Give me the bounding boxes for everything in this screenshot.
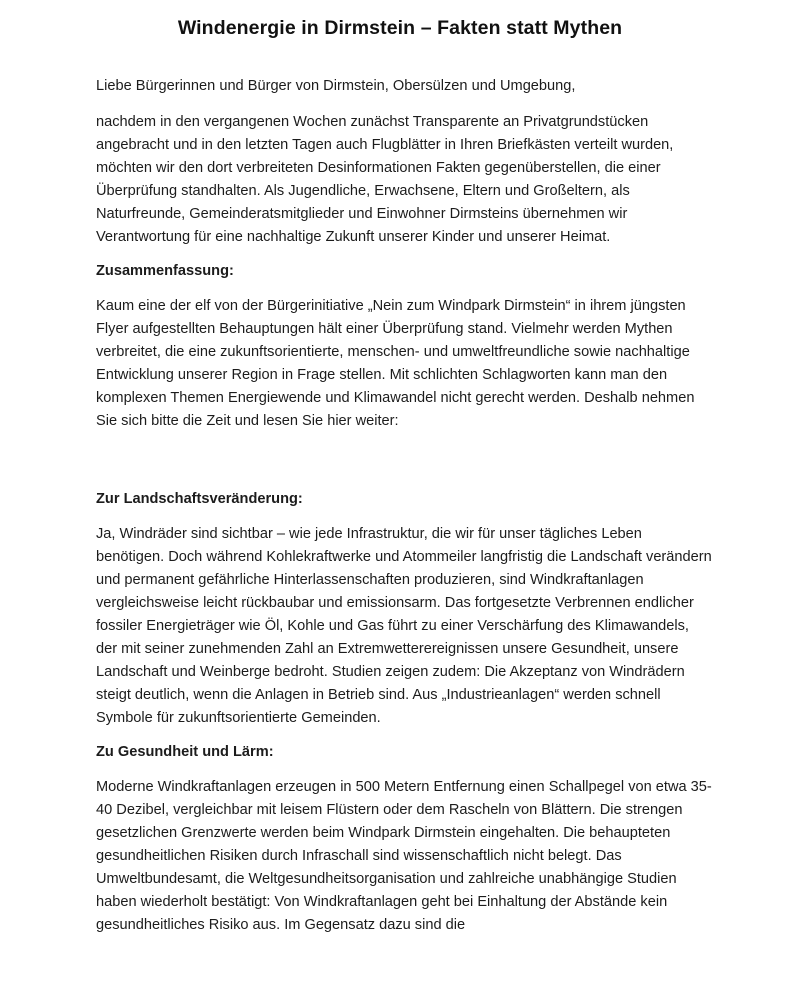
- section-text-landschaft: Ja, Windräder sind sichtbar – wie jede Infrastruktur, die wir für unser tägliches Leben benötigen. Doch während Kohlekraftwerke und Atommeiler langfristig die Landschaft verändern und permanent gefährliche Hinterlassenschaften produzieren, sind Windkraftanlagen vergleichsweise leicht rückbaubar und emissionsarm. Das fortgesetzte Verbrennen endlicher fossiler Energieträger wie Öl, Kohle und Gas führt zu einer Verschärfung des Klimawandels, der mit seiner zunehmenden Zahl an Extremwetterereignissen unsere Gesundheit, unsere Landschaft und Weinberge bedroht. Studien zeigen zudem: Die Akzeptanz von Windrädern steigt deutlich, wenn die Anlagen in Betrieb sind. Aus „Industrieanlagen“ werden schnell Symbole für zukunftsorientierte Gemeinden.: [96, 526, 712, 726]
- greeting-paragraph: Liebe Bürgerinnen und Bürger von Dirmstein, Obersülzen und Umgebung,: [96, 78, 576, 94]
- section-spacer: [96, 444, 714, 488]
- section-heading-zusammenfassung: Zusammenfassung:: [96, 263, 234, 279]
- section-text-gesundheit: Moderne Windkraftanlagen erzeugen in 500 Metern Entfernung einen Schallpegel von etwa 35-40 Dezibel, vergleichbar mit leisem Flüstern oder dem Rascheln von Blättern. Die strengen gesetzlichen Grenzwerte werden beim Windpark Dirmstein eingehalten. Die behaupteten gesundheitlichen Risiken durch Infraschall sind wissenschaftlich nicht belegt. Das Umweltbundesamt, die Weltgesundheitsorganisation und zahlreiche unabhängige Studien haben wiederholt bestätigt: Von Windkraftanlagen geht bei Einhaltung der Abstände kein gesundheitliches Risiko aus. Im Gegensatz dazu sind die: [96, 779, 712, 933]
- intro-paragraph: nachdem in den vergangenen Wochen zunächst Transparente an Privatgrundstücken angebracht und in den letzten Tagen auch Flugblätter in Ihren Briefkästen verteilt wurden, möchten wir den dort verbreiteten Desinformationen Fakten gegenüberstellen, die einer Überprüfung standhalten. Als Jugendliche, Erwachsene, Eltern und Großeltern, als Naturfreunde, Gemeinderatsmitglieder und Einwohner Dirmsteins übernehmen wir Verantwortung für eine nachhaltige Zukunft unserer Kinder und unserer Heimat.: [96, 114, 674, 245]
- document-body: [96, 75, 714, 948]
- document-title: Windenergie in Dirmstein – Fakten statt Mythen: [177, 17, 623, 39]
- section-heading-gesundheit: Zu Gesundheit und Lärm:: [96, 744, 274, 760]
- section-heading-landschaft: Zur Landschaftsveränderung:: [96, 491, 303, 507]
- section-text-zusammenfassung: Kaum eine der elf von der Bürgerinitiative „Nein zum Windpark Dirmstein“ in ihrem jüngsten Flyer aufgestellten Behauptungen hält einer Überprüfung stand. Vielmehr werden Mythen verbreitet, die eine zukunftsorientierte, menschen- und umweltfreundliche sowie nachhaltige Entwicklung unserer Region in Frage stellen. Mit schlichten Schlagworten kann man den komplexen Themen Energiewende und Klimawandel nicht gerecht werden. Deshalb nehmen Sie sich bitte die Zeit und lesen Sie hier weiter:: [96, 298, 695, 429]
